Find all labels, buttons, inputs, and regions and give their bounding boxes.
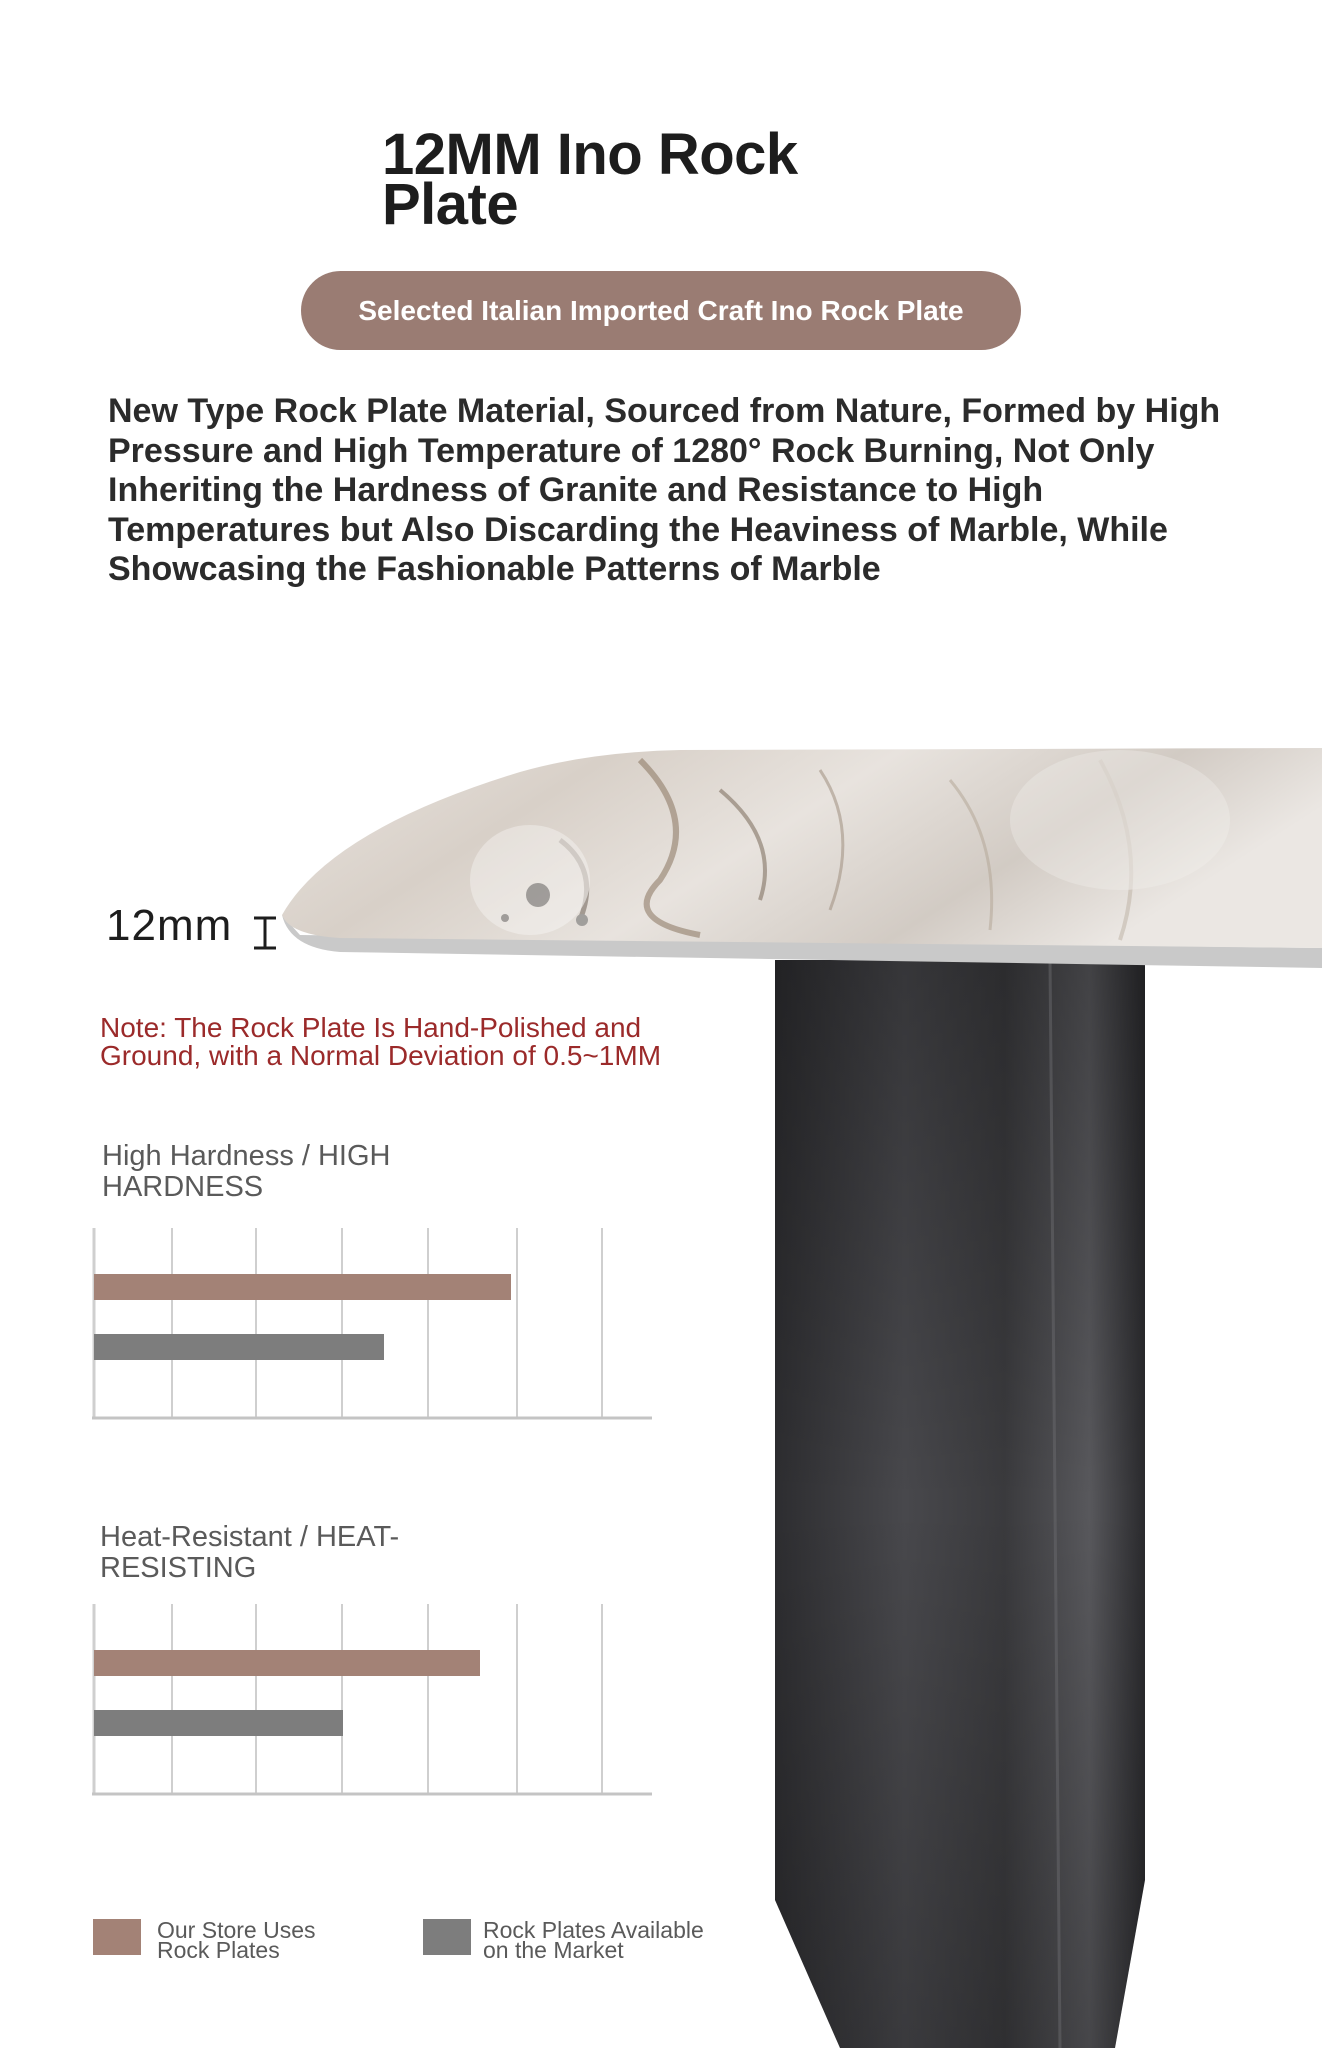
bar-market xyxy=(94,1334,384,1360)
feature-badge: Selected Italian Imported Craft Ino Rock Plate xyxy=(301,271,1021,350)
legend-swatch-market xyxy=(423,1919,471,1955)
legend-label-our-store: Our Store Uses Rock Plates xyxy=(157,1917,316,1963)
thickness-label: 12mm xyxy=(106,901,233,950)
title-line-1: 12MM Ino Rock xyxy=(382,122,798,187)
table-leg xyxy=(775,960,1145,2048)
hardness-chart-title: High Hardness / HIGH HARDNESS xyxy=(102,1140,391,1203)
intro-paragraph: New Type Rock Plate Material, Sourced from Nature, Formed by High Pressure and High Temperature of 1280° Rock Burning, Not Only Inheriting the Hardness of Granite and Resistance to High Temperatures but Also Discarding the Heaviness of Marble, While Showcasing the Fashionable Patterns of Marble xyxy=(108,392,1221,588)
bar-market xyxy=(94,1710,343,1736)
hardness-chart xyxy=(92,1228,652,1428)
title-line-2: Plate xyxy=(382,172,519,237)
heat-chart-title: Heat-Resistant / HEAT-RESISTING xyxy=(100,1521,400,1584)
thickness-marker-icon xyxy=(250,915,280,951)
legend-swatch-our-store xyxy=(93,1919,141,1955)
heat-resistance-chart xyxy=(92,1604,652,1804)
bar-our-store xyxy=(94,1650,480,1676)
bar-our-store xyxy=(94,1274,511,1300)
page-title xyxy=(382,122,982,237)
legend-label-market: Rock Plates Available on the Market xyxy=(483,1917,704,1963)
deviation-note: Note: The Rock Plate Is Hand-Polished and Ground, with a Normal Deviation of 0.5~1MM xyxy=(100,1012,662,1071)
